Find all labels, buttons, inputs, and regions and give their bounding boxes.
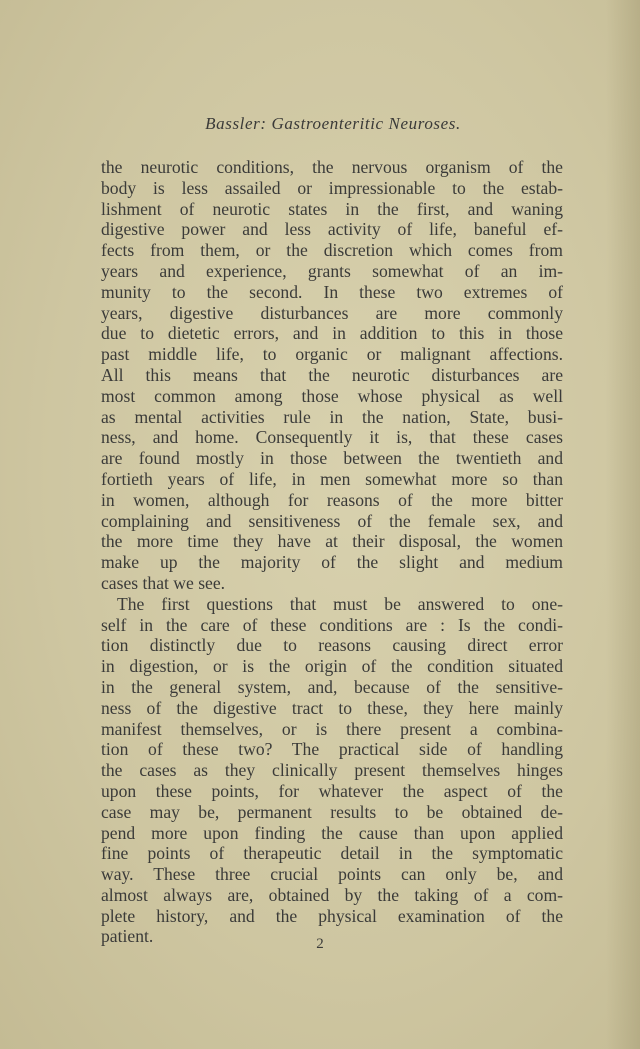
text-line: the more time they have at their disposal, the women [101, 531, 563, 552]
text-line: fects from them, or the discretion which comes from [101, 240, 563, 261]
text-line: as mental activities rule in the nation, State, busi- [101, 406, 563, 427]
text-line: pend more upon finding the cause than upon applied [101, 822, 563, 843]
text-line: upon these points, for whatever the aspect of the [101, 780, 563, 801]
body-text [101, 157, 563, 947]
text-line: make up the majority of the slight and medium [101, 552, 563, 573]
text-line: years, digestive disturbances are more commonly [101, 302, 563, 323]
text-line: digestive power and less activity of life, baneful ef- [101, 219, 563, 240]
text-line: past middle life, to organic or malignant affections. [101, 344, 563, 365]
text-line: almost always are, obtained by the taking of a com- [101, 884, 563, 905]
text-line: fortieth years of life, in men somewhat more so than [101, 468, 563, 489]
paragraph-2 [101, 594, 563, 948]
text-line: in digestion, or is the origin of the condition situated [101, 656, 563, 677]
text-line: patient. [101, 926, 154, 947]
text-line: ness of the digestive tract to these, they here mainly [101, 697, 563, 718]
text-line: complaining and sensitiveness of the female sex, and [101, 510, 563, 531]
page-edge-shading [606, 0, 640, 1049]
running-head: Bassler: Gastroenteritic Neuroses. [205, 114, 461, 133]
text-line: the cases as they clinically present themselves hinges [101, 760, 563, 781]
text-line: in the general system, and, because of the sensitive- [101, 676, 563, 697]
text-line: munity to the second. In these two extremes of [101, 281, 563, 302]
text-line: plete history, and the physical examination of the [101, 905, 563, 926]
text-line: case may be, permanent results to be obtained de- [101, 801, 563, 822]
text-line: body is less assailed or impressionable to the estab- [101, 177, 563, 198]
paragraph-1 [101, 157, 563, 594]
text-line: All this means that the neurotic disturbances are [101, 364, 563, 385]
text-line: are found mostly in those between the twentieth and [101, 448, 563, 469]
text-line: due to dietetic errors, and in addition to this in those [101, 323, 563, 344]
text-line: lishment of neurotic states in the first, and waning [101, 198, 563, 219]
text-line: tion of these two? The practical side of handling [101, 739, 563, 760]
text-line: The first questions that must be answered to one- [117, 593, 563, 614]
text-line: way. These three crucial points can only be, and [101, 864, 563, 885]
text-line: fine points of therapeutic detail in the symptomatic [101, 843, 563, 864]
text-line: in women, although for reasons of the more bitter [101, 489, 563, 510]
text-line: manifest themselves, or is there present a combina- [101, 718, 563, 739]
text-line: tion distinctly due to reasons causing direct error [101, 635, 563, 656]
text-line: years and experience, grants somewhat of an im- [101, 260, 563, 281]
text-line: self in the care of these conditions are : Is the condi- [101, 614, 563, 635]
text-line: the neurotic conditions, the nervous organism of the [101, 157, 563, 177]
text-line: cases that we see. [101, 572, 226, 593]
page-number: 2 [316, 936, 324, 952]
text-line: ness, and home. Consequently it is, that these cases [101, 427, 563, 448]
text-line: most common among those whose physical as well [101, 385, 563, 406]
